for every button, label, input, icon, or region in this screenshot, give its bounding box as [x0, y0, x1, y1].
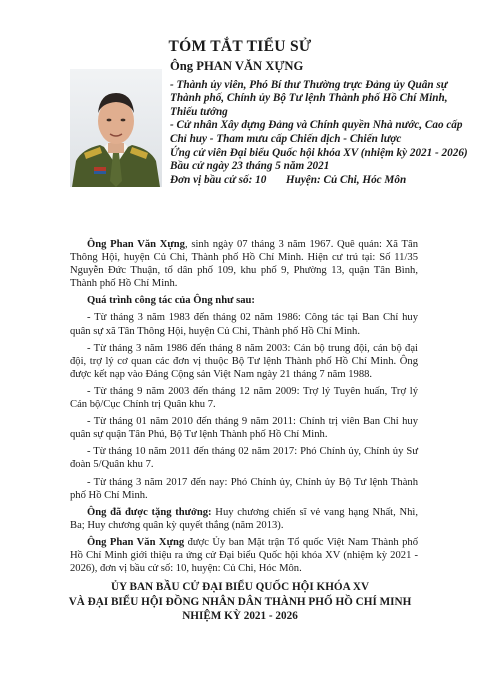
career-item: - Từ tháng 10 năm 2011 đến tháng 02 năm 2017: Phó Chính ủy, Chính ủy Sư đoàn 5/Quân khu 7. [70, 446, 418, 471]
nomination-text: được Ủy ban Mặt trận Tổ quốc Việt Nam Thành phố Hồ Chí Minh giới thiệu ra ứng cử Đại biểu Quốc hội khóa XV (nhiệm kỳ 2021 - 2026), đơn vị bầu cử số: 10, huyện: Củ Chi, Hóc Môn. [70, 536, 418, 575]
nomination-paragraph [70, 536, 418, 575]
position-line: - Thành ủy viên, Phó Bí thư Thường trực Đảng ủy Quân sự Thành phố, Chính ủy Bộ Tư lệnh Thành phố Hồ Chí Minh, Thiếu tướng [170, 78, 448, 118]
awards-paragraph [70, 506, 418, 532]
issuing-committee [0, 580, 480, 624]
nomination-name: Ông Phan Văn Xựng [87, 536, 185, 548]
election-date: Bầu cử ngày 23 tháng 5 năm 2021 [170, 160, 330, 173]
awards-text: Huy chương chiến sĩ vẻ vang hạng Nhất, Nhì, Ba; Huy chương quân kỳ quyết thắng (năm 2013). [70, 506, 418, 531]
portrait-illustration [70, 69, 162, 187]
career-item: - Từ tháng 9 năm 2003 đến tháng 12 năm 2009: Trợ lý Tuyên huấn, Trợ lý Cán bộ/Cục Chính trị Quân khu 7. [70, 385, 418, 411]
document-title: TÓM TẮT TIỂU SỬ [168, 38, 312, 55]
electoral-district: Huyện: Củ Chi, Hóc Môn [285, 173, 407, 186]
candidacy-line: Ứng cử viên Đại biểu Quốc hội khóa XV (nhiệm kỳ 2021 - 2026) [170, 146, 468, 159]
committee-term: NHIỆM KỲ 2021 - 2026 [182, 610, 298, 622]
career-heading: Quá trình công tác của Ông như sau: [87, 295, 255, 307]
committee-line: ỦY BAN BẦU CỬ ĐẠI BIỂU QUỐC HỘI KHÓA XV [110, 581, 370, 593]
electoral-unit [170, 174, 470, 188]
electoral-unit-number: Đơn vị bầu cử số: 10 [170, 173, 267, 186]
career-item: - Từ tháng 01 năm 2010 đến tháng 9 năm 2011: Chính trị viên Ban Chỉ huy quân sự quận Tân Phú, Bộ Tư lệnh Thành phố Hồ Chí Minh. [70, 416, 418, 441]
candidate-header [170, 60, 470, 187]
intro-name: Ông Phan Văn Xựng [87, 239, 185, 250]
education-line: - Cử nhân Xây dựng Đảng và Chính quyền Nhà nước, Cao cấp Chỉ huy - Tham mưu cấp Chiến dịch - Chiến lược [170, 119, 463, 145]
career-item: - Từ tháng 3 năm 1986 đến tháng 8 năm 2003: Cán bộ trung đội, cán bộ đại đội, trợ lý cơ quan các đơn vị thuộc Bộ Tư lệnh Thành phố Hồ Chí Minh. Ông được kết nạp vào Đảng Cộng sản Việt Nam ngày 21 tháng 7 năm 1988. [70, 342, 418, 380]
portrait-photo [70, 69, 162, 187]
awards-label: Ông đã được tặng thưởng: [87, 506, 212, 518]
intro-text: , sinh ngày 07 tháng 3 năm 1967. Quê quán: Xã Tân Thông Hội, huyện Củ Chi, Thành phố Hồ Chí Minh. Hiện cư trú tại: Số 11/35 Nguyễn Đức Thuận, tổ dân phố 109, khu phố 9, Phường 13, quận Tân Bình, Thành phố Hồ Chí Minh. [70, 239, 418, 290]
career-item: - Từ tháng 3 năm 1983 đến tháng 02 năm 1986: Công tác tại Ban Chỉ huy quân sự xã Tân Thông Hội, huyện Củ Chi, Thành phố Hồ Chí Minh. [70, 312, 418, 337]
intro-paragraph [70, 238, 418, 290]
career-item: - Từ tháng 3 năm 2017 đến nay: Phó Chính ủy, Chính ủy Bộ Tư lệnh Thành phố Hồ Chí Minh. [70, 476, 418, 501]
committee-line: VÀ ĐẠI BIỂU HỘI ĐỒNG NHÂN DÂN THÀNH PHỐ HỒ CHÍ MINH [68, 595, 412, 608]
candidate-name: Ông PHAN VĂN XỰNG [170, 59, 304, 73]
biography-body [70, 238, 418, 579]
